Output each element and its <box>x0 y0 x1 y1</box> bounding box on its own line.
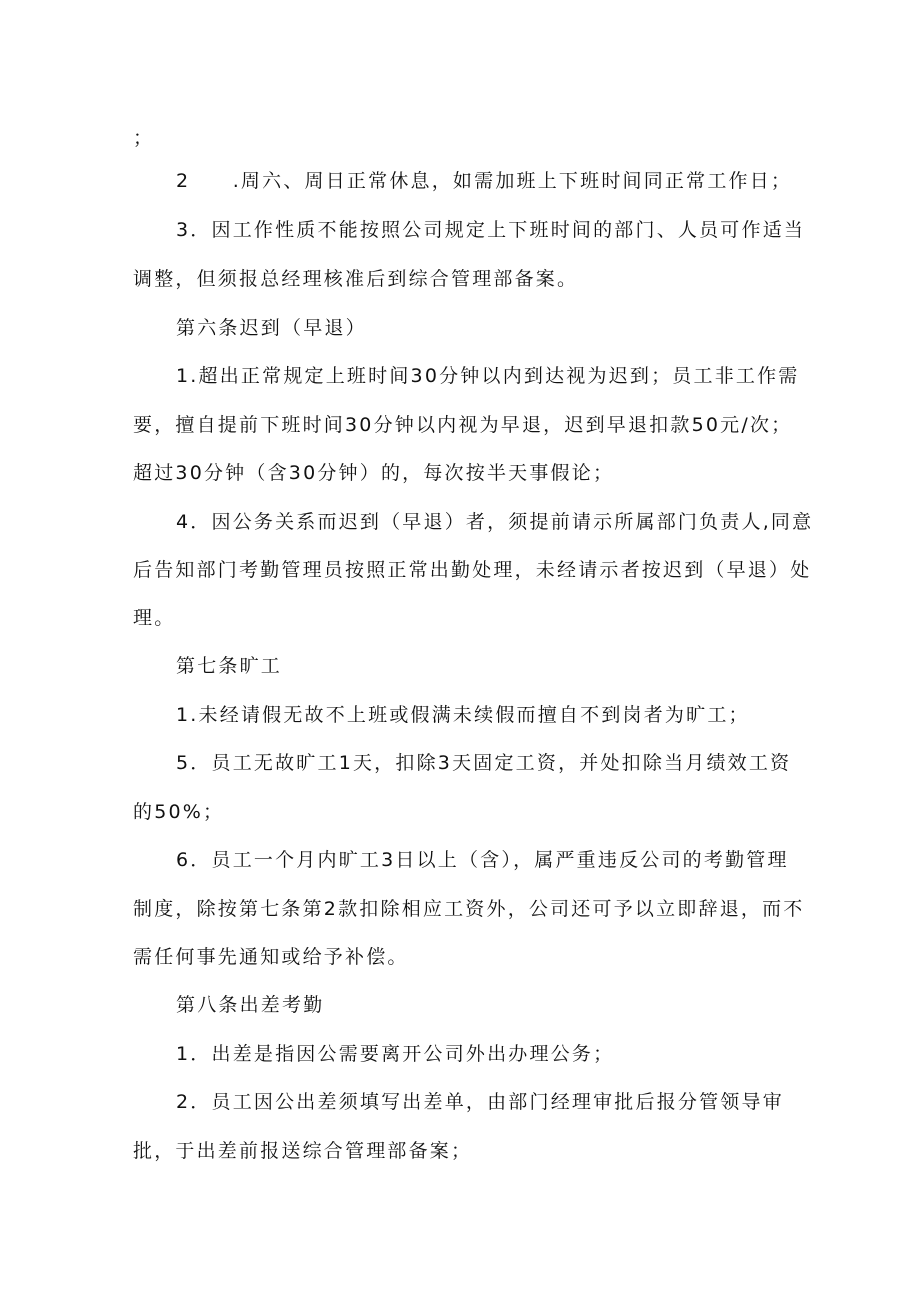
article-7-item-6-line-2: 制度，除按第七条第2款扣除相应工资外，公司还可予以立即辞退，而不 <box>133 898 805 920</box>
article-6-item-1-line-3: 超过30分钟（含30分钟）的，每次按半天事假论； <box>133 462 615 484</box>
list-item-3-line-2: 调整，但须报总经理核准后到综合管理部备案。 <box>133 268 579 290</box>
article-6-item-1-line-2: 要，擅自提前下班时间30分钟以内视为早退，迟到早退扣款50元/次； <box>133 414 793 436</box>
article-7-item-6-line-3: 需任何事先通知或给予补偿。 <box>133 946 409 968</box>
article-6-item-1-line-1: 1.超出正常规定上班时间30分钟以内到达视为迟到；员工非工作需 <box>176 365 800 387</box>
article-7-item-5-line-1: 5．员工无故旷工1天，扣除3天固定工资，并处扣除当月绩效工资 <box>176 752 792 774</box>
article-6-item-4-line-2: 后告知部门考勤管理员按照正常出勤处理，未经请示者按迟到（早退）处 <box>133 559 812 581</box>
article-7-item-6-line-1: 6．员工一个月内旷工3日以上（含），属严重违反公司的考勤管理 <box>176 849 789 871</box>
article-8-item-2-line-1: 2．员工因公出差须填写出差单，由部门经理审批后报分管领导审 <box>176 1091 784 1113</box>
article-6-item-4-line-1: 4．因公务关系而迟到（早退）者，须提前请示所属部门负责人,同意 <box>176 511 814 533</box>
section-heading-article-7: 第七条旷工 <box>176 655 283 677</box>
list-item-2-line-1: 2 .周六、周日正常休息，如需加班上下班时间同正常工作日； <box>176 170 793 192</box>
section-heading-article-8: 第八条出差考勤 <box>176 994 325 1016</box>
section-heading-article-6: 第六条迟到（早退） <box>176 317 367 339</box>
article-7-item-5-line-2: 的50%； <box>133 801 225 823</box>
text-line: ； <box>133 127 155 149</box>
list-item-3-line-1: 3．因工作性质不能按照公司规定上下班时间的部门、人员可作适当 <box>176 219 806 241</box>
article-8-item-1-line-1: 1．出差是指因公需要离开公司外出办理公务； <box>176 1043 615 1065</box>
article-8-item-2-line-2: 批，于出差前报送综合管理部备案； <box>133 1140 473 1162</box>
article-7-item-1-line-1: 1.未经请假无故不上班或假满未续假而擅自不到岗者为旷工； <box>176 704 750 726</box>
article-6-item-4-line-3: 理。 <box>133 607 176 629</box>
